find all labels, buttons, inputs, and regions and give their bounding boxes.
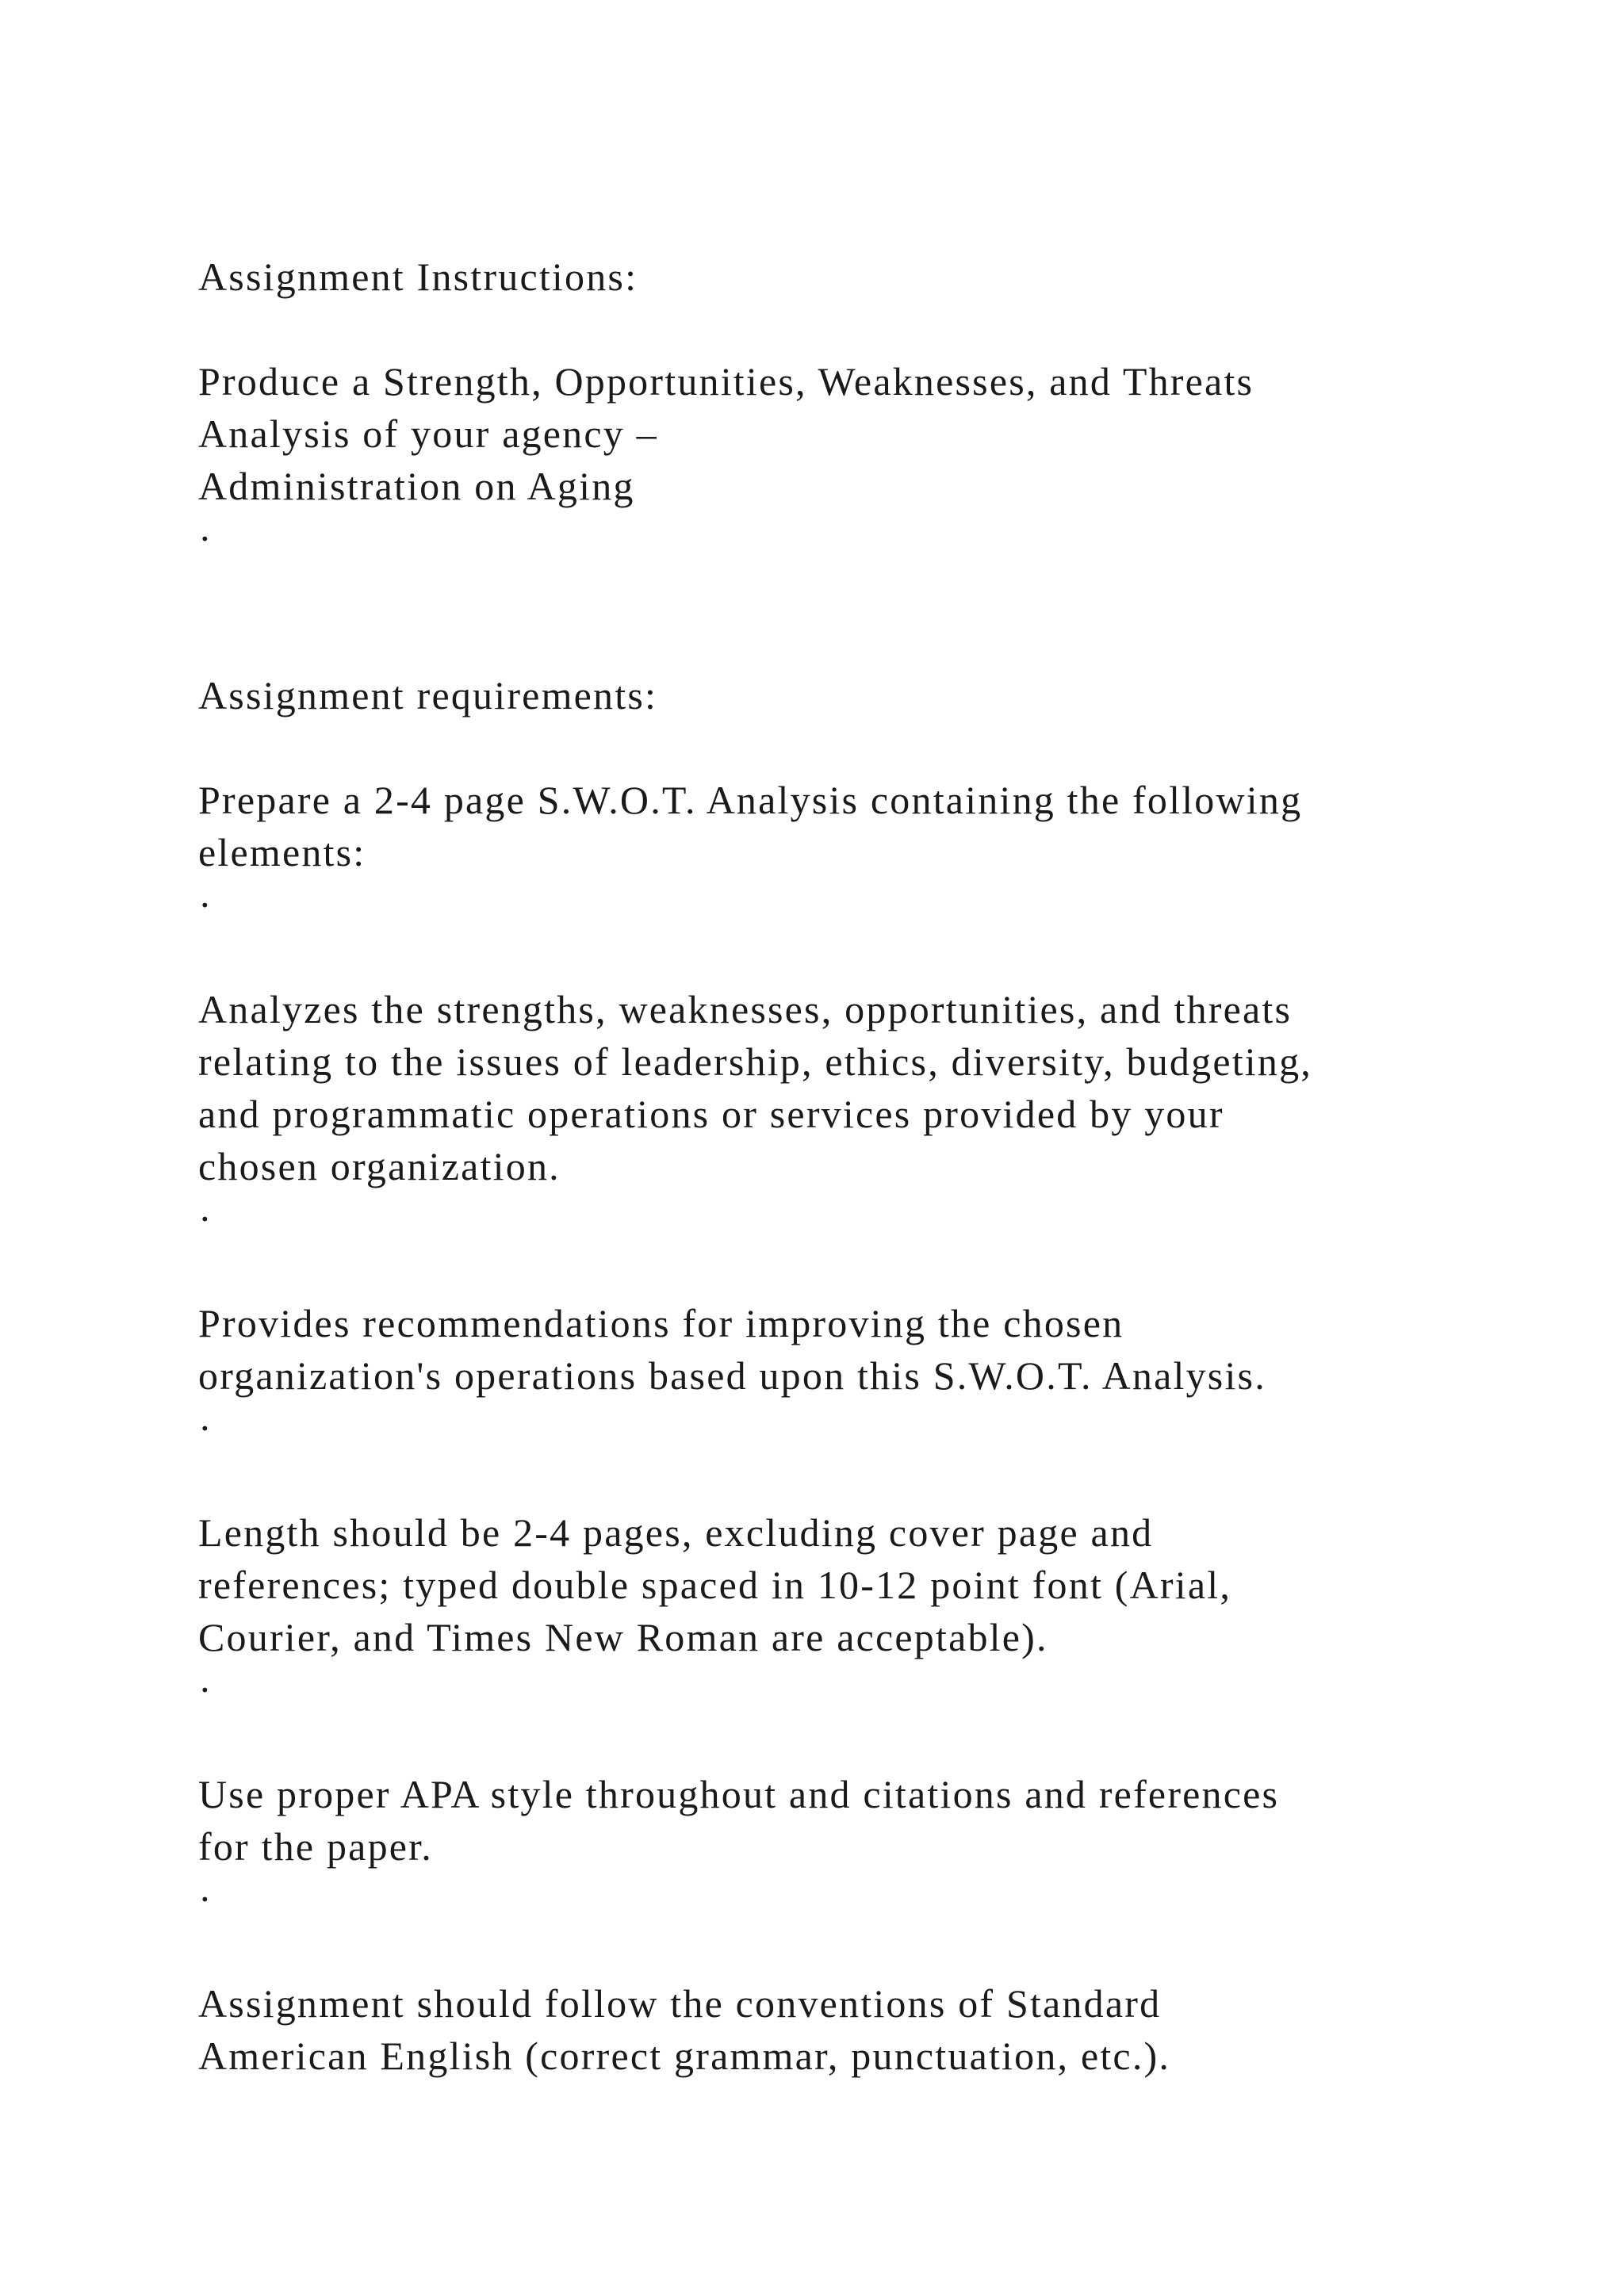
text-line: for the paper. bbox=[198, 1824, 433, 1869]
spacer bbox=[198, 1716, 1467, 1768]
text-line: organization's operations based upon this S.W.O.T. Analysis. bbox=[198, 1353, 1266, 1398]
instructions-paragraph bbox=[198, 355, 1467, 512]
document-body bbox=[198, 251, 1467, 2082]
bullet-marker: · bbox=[198, 1877, 213, 1921]
requirement-item bbox=[198, 983, 1467, 1192]
text-line: Administration on Aging bbox=[198, 464, 635, 508]
spacer bbox=[198, 564, 1467, 669]
bullet-marker: · bbox=[198, 516, 213, 561]
text-line: Courier, and Times New Roman are acceptable). bbox=[198, 1615, 1048, 1659]
text-line: Provides recommendations for improving the chosen bbox=[198, 1301, 1124, 1345]
spacer bbox=[198, 1454, 1467, 1506]
text-line: Assignment should follow the conventions of Standard bbox=[198, 1981, 1162, 2026]
requirements-intro bbox=[198, 774, 1467, 878]
bullet-marker: · bbox=[198, 1667, 213, 1712]
spacer bbox=[198, 1925, 1467, 1977]
requirement-item bbox=[198, 1297, 1467, 1402]
requirement-item bbox=[198, 1506, 1467, 1663]
spacer bbox=[198, 303, 1467, 355]
text-line: elements: bbox=[198, 830, 366, 874]
requirement-item bbox=[198, 1768, 1467, 1873]
instructions-heading: Assignment Instructions: bbox=[198, 254, 638, 299]
text-line: Prepare a 2-4 page S.W.O.T. Analysis containing the following bbox=[198, 778, 1303, 822]
text-line: relating to the issues of leadership, ethics, diversity, budgeting, bbox=[198, 1039, 1312, 1084]
bullet-marker: · bbox=[198, 1406, 213, 1450]
text-line: Analyzes the strengths, weaknesses, opportunities, and threats bbox=[198, 987, 1293, 1031]
text-line: Length should be 2-4 pages, excluding cover page and bbox=[198, 1510, 1154, 1555]
spacer bbox=[198, 931, 1467, 983]
bullet-marker: · bbox=[198, 1196, 213, 1241]
text-line: references; typed double spaced in 10-12 point font (Arial, bbox=[198, 1563, 1232, 1607]
spacer bbox=[198, 1245, 1467, 1297]
text-line: Produce a Strength, Opportunities, Weaknesses, and Threats bbox=[198, 359, 1254, 404]
spacer bbox=[198, 721, 1467, 774]
text-line: and programmatic operations or services provided by your bbox=[198, 1092, 1224, 1136]
text-line: American English (correct grammar, punctuation, etc.). bbox=[198, 2034, 1171, 2078]
requirement-item bbox=[198, 1977, 1467, 2082]
bullet-marker: · bbox=[198, 882, 213, 927]
requirements-heading: Assignment requirements: bbox=[198, 673, 658, 718]
text-line: chosen organization. bbox=[198, 1144, 561, 1188]
text-line: Analysis of your agency – bbox=[198, 411, 658, 456]
text-line: Use proper APA style throughout and citations and references bbox=[198, 1772, 1280, 1816]
